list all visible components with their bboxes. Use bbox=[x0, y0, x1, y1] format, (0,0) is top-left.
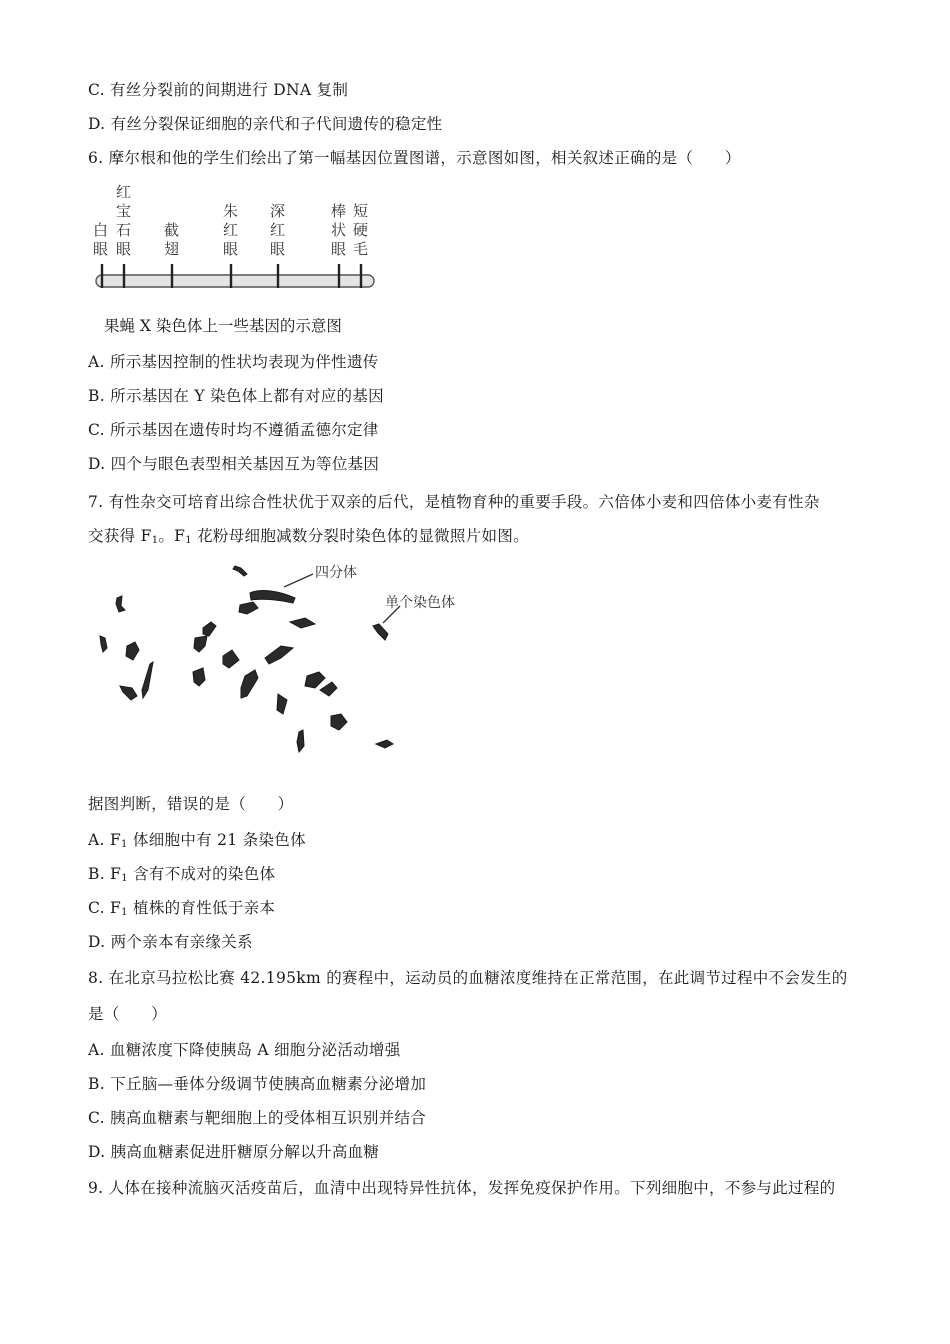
chromosome bbox=[203, 622, 216, 636]
q7-question: 据图判断，错误的是（ ） bbox=[88, 795, 294, 813]
chromosome bbox=[297, 730, 304, 752]
subscript: 1 bbox=[121, 839, 128, 850]
q7-stem-text: 交获得 F bbox=[88, 527, 152, 545]
gene-label-char: 眼 bbox=[331, 240, 347, 258]
q9-stem-line1: 9. 人体在接种流脑灭活疫苗后，血清中出现特异性抗体，发挥免疫保护作用。下列细胞中，不参与此过程的 bbox=[88, 1179, 836, 1197]
gene-label-char: 翅 bbox=[164, 240, 180, 258]
subscript: 1 bbox=[185, 535, 192, 546]
q7-stem-line1: 7. 有性杂交可培育出综合性状优于双亲的后代，是植物育种的重要手段。六倍体小麦和四倍体小麦有性杂 bbox=[88, 493, 820, 511]
subscript: 1 bbox=[121, 873, 128, 884]
chromosome bbox=[320, 682, 337, 696]
q8-option-a: A. 血糖浓度下降使胰岛 A 细胞分泌活动增强 bbox=[88, 1041, 401, 1059]
gene-label-char: 深 bbox=[270, 202, 286, 220]
chromosome bbox=[142, 662, 153, 698]
q6-stem: 6. 摩尔根和他的学生们绘出了第一幅基因位置图谱，示意图如图，相关叙述正确的是（ ） bbox=[88, 149, 741, 167]
q5-option-d: D. 有丝分裂保证细胞的亲代和子代间遗传的稳定性 bbox=[88, 115, 443, 133]
gene-label-char: 红 bbox=[116, 183, 132, 201]
x-chromosome-bar bbox=[96, 275, 374, 287]
chromosome bbox=[277, 694, 287, 714]
q8-stem-line2: 是（ ） bbox=[88, 1005, 168, 1023]
chromosome bbox=[376, 740, 393, 748]
gene-label-char: 宝 bbox=[116, 202, 132, 220]
chromosome bbox=[241, 670, 258, 698]
chromosome bbox=[116, 596, 125, 612]
gene-label-char: 状 bbox=[331, 221, 347, 239]
q8-stem-line1: 8. 在北京马拉松比赛 42.195km 的赛程中，运动员的血糖浓度维持在正常范围，在此调节过程中不会发生的 bbox=[88, 969, 848, 987]
gene-label-char: 毛 bbox=[353, 240, 369, 258]
q5-option-c: C. 有丝分裂前的间期进行 DNA 复制 bbox=[88, 81, 349, 99]
gene-map-caption: 果蝇 X 染色体上一些基因的示意图 bbox=[104, 317, 342, 335]
single-chromosome-label: 单个染色体 bbox=[385, 595, 455, 611]
single-chromosome bbox=[373, 624, 388, 640]
tetrad-pointer-line bbox=[284, 574, 313, 587]
q7-stem-text: 。F bbox=[158, 527, 186, 545]
subscript: 1 bbox=[151, 535, 159, 546]
q7-option-a bbox=[88, 828, 306, 850]
chromosome bbox=[265, 646, 293, 664]
gene-label-cut-wing bbox=[164, 221, 179, 258]
chromosome bbox=[239, 602, 258, 614]
q8-option-b: B. 下丘脑—垂体分级调节使胰高血糖素分泌增加 bbox=[88, 1075, 427, 1093]
q7-stem-line2 bbox=[88, 524, 529, 546]
option-text: B. F bbox=[88, 865, 122, 883]
option-text: 体细胞中有 21 条染色体 bbox=[127, 831, 306, 849]
chromosome bbox=[100, 636, 107, 652]
chromosome bbox=[223, 650, 239, 668]
gene-label-bar-eye bbox=[331, 202, 346, 258]
gene-label-char: 短 bbox=[353, 202, 369, 220]
gene-label-char: 截 bbox=[164, 221, 180, 239]
gene-label-char: 白 bbox=[93, 221, 109, 239]
tetrad-label: 四分体 bbox=[315, 565, 357, 581]
tetrad-chromosome bbox=[250, 591, 295, 603]
gene-label-vermilion-eye bbox=[223, 202, 238, 258]
chromosome bbox=[233, 566, 247, 576]
chromosome bbox=[194, 636, 207, 652]
chromosome bbox=[331, 714, 347, 730]
chromosome-micrograph bbox=[95, 560, 495, 765]
q6-option-c: C. 所示基因在遗传时均不遵循孟德尔定律 bbox=[88, 421, 379, 439]
chromosome bbox=[120, 686, 137, 700]
gene-label-char: 眼 bbox=[223, 240, 239, 258]
gene-label-char: 眼 bbox=[116, 240, 132, 258]
chromosome bbox=[126, 642, 139, 660]
option-text: 含有不成对的染色体 bbox=[127, 865, 276, 883]
gene-label-ruby-eye bbox=[116, 183, 131, 258]
q7-stem-text: 花粉母细胞减数分裂时染色体的显微照片如图。 bbox=[191, 527, 529, 545]
gene-label-char: 红 bbox=[223, 221, 239, 239]
gene-label-char: 眼 bbox=[93, 240, 109, 258]
gene-label-short-bristle bbox=[353, 202, 368, 258]
q7-option-d: D. 两个亲本有亲缘关系 bbox=[88, 933, 253, 951]
q7-option-b bbox=[88, 862, 275, 884]
q7-option-c bbox=[88, 896, 275, 918]
option-text: 植株的育性低于亲本 bbox=[127, 899, 276, 917]
gene-label-char: 石 bbox=[116, 221, 132, 239]
gene-label-char: 棒 bbox=[331, 202, 347, 220]
gene-label-char: 朱 bbox=[223, 202, 239, 220]
gene-label-char: 眼 bbox=[270, 240, 286, 258]
subscript: 1 bbox=[121, 907, 128, 918]
chromosome bbox=[193, 668, 205, 686]
q6-option-b: B. 所示基因在 Y 染色体上都有对应的基因 bbox=[88, 387, 384, 405]
q6-option-d: D. 四个与眼色表型相关基因互为等位基因 bbox=[88, 455, 380, 473]
gene-label-white-eye bbox=[93, 221, 108, 258]
q8-option-c: C. 胰高血糖素与靶细胞上的受体相互识别并结合 bbox=[88, 1109, 427, 1127]
q6-option-a: A. 所示基因控制的性状均表现为伴性遗传 bbox=[88, 353, 379, 371]
option-text: A. F bbox=[88, 831, 122, 849]
option-text: C. F bbox=[88, 899, 122, 917]
gene-map-figure bbox=[90, 180, 390, 298]
q8-option-d: D. 胰高血糖素促进肝糖原分解以升高血糖 bbox=[88, 1143, 380, 1161]
gene-label-char: 硬 bbox=[353, 221, 369, 239]
gene-label-carmine-eye bbox=[270, 202, 285, 258]
chromosome bbox=[305, 672, 325, 688]
gene-label-char: 红 bbox=[270, 221, 286, 239]
chromosome bbox=[290, 618, 315, 628]
